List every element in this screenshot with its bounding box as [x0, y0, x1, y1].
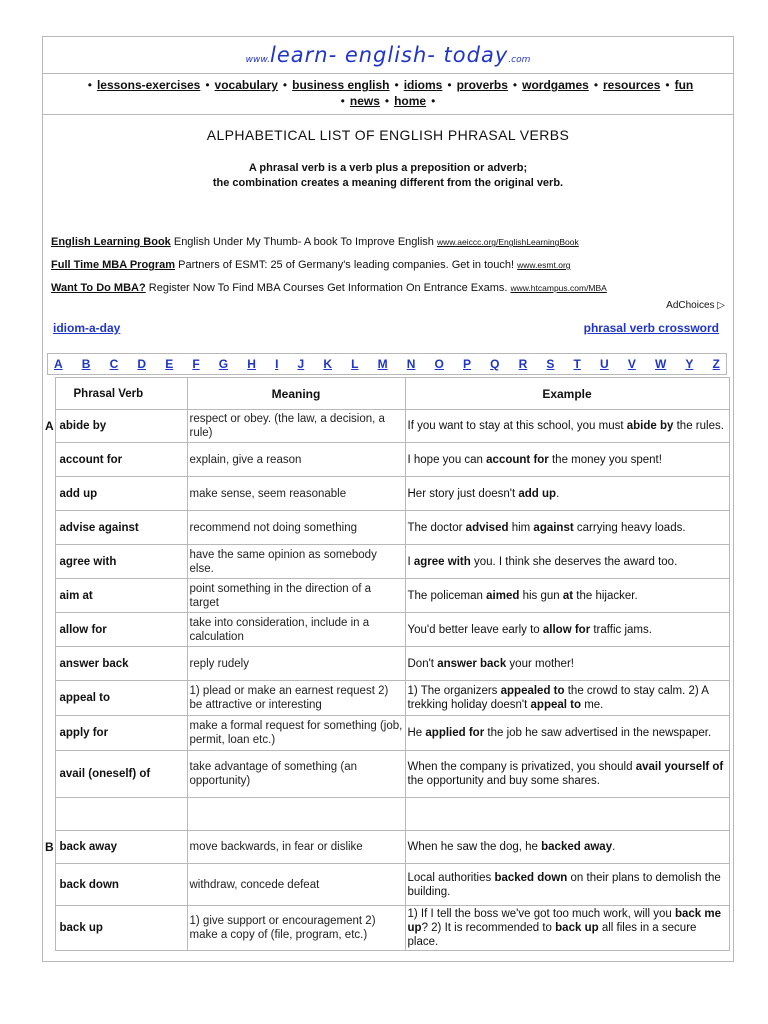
table-row	[45, 716, 729, 751]
example-text: you. I think she deserves the award too.	[470, 555, 678, 568]
table-row	[45, 545, 729, 579]
meaning-cell: recommend not doing something	[187, 511, 405, 545]
page-frame	[42, 36, 734, 962]
phrasal-verb-cell: allow for	[55, 613, 187, 647]
example-highlight: appealed to	[500, 685, 565, 697]
meaning-cell: take into consideration, include in a calculation	[187, 613, 405, 647]
nav-separator: •	[665, 78, 670, 92]
example-text: Don't	[407, 657, 438, 670]
alphabet-link-w[interactable]: W	[654, 357, 667, 371]
example-highlight: backed away	[541, 841, 613, 853]
example-cell	[405, 751, 729, 798]
example-text: I	[407, 555, 414, 568]
example-text: the rules.	[673, 420, 724, 432]
phrasal-verb-cell: apply for	[55, 716, 187, 751]
example-text: 1) The organizers	[407, 685, 501, 697]
alphabet-link-m[interactable]: M	[377, 357, 388, 371]
example-text: the hijacker.	[573, 589, 638, 602]
example-highlight: advised	[465, 521, 509, 534]
example-text: the money you spent!	[548, 453, 662, 466]
nav-separator: •	[394, 78, 399, 92]
adchoices-link[interactable]: AdChoices ▷	[666, 300, 725, 311]
intro-text	[43, 161, 733, 191]
table-row	[45, 681, 729, 716]
header-verb: Phrasal Verb	[55, 378, 187, 410]
example-text: on their plans to demolish the building.	[407, 871, 721, 898]
phrasal-verb-cell: back down	[55, 864, 187, 906]
example-cell	[405, 545, 729, 579]
example-highlight: at	[562, 589, 574, 602]
nav-separator: •	[384, 94, 390, 108]
example-highlight: add up	[518, 487, 557, 500]
example-text: .	[556, 487, 560, 500]
example-text: all files in a secure place.	[407, 922, 697, 948]
section-letter	[45, 477, 55, 511]
example-text: the opportunity and buy some shares.	[407, 775, 600, 787]
phrasal-verbs-table	[45, 377, 730, 951]
logo-prefix: www.	[245, 55, 270, 65]
example-highlight: answer back	[437, 657, 507, 670]
nav-separator: •	[512, 78, 518, 92]
alphabet-link-y[interactable]: Y	[685, 357, 694, 371]
logo-suffix: .com	[508, 55, 531, 65]
alphabet-link-u[interactable]: U	[600, 357, 609, 371]
nav-link-resources[interactable]: resources	[603, 78, 661, 92]
example-text: traffic jams.	[590, 623, 652, 636]
phrasal-verb-cell: abide by	[55, 410, 187, 443]
example-text: me.	[581, 699, 604, 711]
alphabet-link-e[interactable]: E	[165, 357, 174, 371]
phrasal-verb-cell: avail (oneself) of	[55, 751, 187, 798]
alphabet-link-z[interactable]: Z	[712, 357, 720, 371]
example-highlight: back me up	[407, 908, 721, 934]
nav-link-proverbs[interactable]: proverbs	[456, 78, 508, 92]
meaning-cell: take advantage of something (an opportunity)	[187, 751, 405, 798]
phrasal-verb-cell: appeal to	[55, 681, 187, 716]
meaning-cell: make sense, seem reasonable	[187, 477, 405, 511]
example-cell	[405, 511, 729, 545]
example-text: the crowd to stay calm. 2) A trekking holiday doesn't	[407, 685, 709, 711]
nav-link-news[interactable]: news	[349, 94, 380, 108]
alphabet-link-a[interactable]: A	[54, 357, 63, 371]
meaning-cell: 1) plead or make an earnest request 2) be attractive or interesting	[187, 681, 405, 716]
section-letter: A	[45, 419, 54, 433]
table-row	[45, 647, 729, 681]
ad-title-link[interactable]: English Learning Book	[51, 236, 171, 248]
example-highlight: appeal to	[530, 699, 582, 711]
example-text: The doctor	[407, 521, 466, 534]
example-highlight: aimed	[486, 589, 520, 602]
example-text: The policeman	[407, 589, 487, 602]
alphabet-link-d[interactable]: D	[137, 357, 147, 371]
idiom-a-day-link[interactable]: idiom-a-day	[53, 321, 121, 335]
phrasal-verb-cell	[55, 798, 187, 831]
nav-link-fun[interactable]: fun	[674, 78, 694, 92]
alphabet-link-o[interactable]: O	[434, 357, 444, 371]
example-highlight: agree with	[413, 555, 471, 568]
ad-url-link[interactable]: www.esmt.org	[517, 260, 571, 270]
nav-link-wordgames[interactable]: wordgames	[522, 78, 589, 92]
example-text: 1) If I tell the boss we've got too much work, will you	[407, 908, 675, 920]
example-highlight: abide by	[626, 420, 674, 432]
phrasal-verb-crossword-link[interactable]: phrasal verb crossword	[583, 321, 719, 335]
letter-cell	[45, 378, 55, 410]
example-text: .	[612, 841, 616, 853]
section-letter	[45, 864, 55, 906]
ad-url-link[interactable]: www.aeiccc.org/EnglishLearningBook	[436, 237, 579, 247]
ad-text: Register Now To Find MBA Courses Get Information On Entrance Exams.	[145, 282, 511, 294]
table-row	[45, 906, 729, 951]
section-letter	[45, 545, 55, 579]
example-text: He	[407, 727, 426, 739]
example-highlight: against	[533, 521, 574, 534]
example-text: Local authorities	[407, 871, 495, 884]
table-row	[45, 443, 729, 477]
example-highlight: back up	[555, 922, 599, 934]
example-cell	[405, 864, 729, 906]
nav-link-vocabulary[interactable]: vocabulary	[214, 78, 278, 92]
alphabet-link-g[interactable]: G	[218, 357, 229, 371]
section-letter	[45, 681, 55, 716]
secondary-links	[43, 311, 733, 335]
meaning-cell: point something in the direction of a target	[187, 579, 405, 613]
table-row	[45, 613, 729, 647]
top-navigation	[43, 73, 733, 115]
table-row	[45, 410, 729, 443]
example-cell	[405, 798, 729, 831]
example-cell	[405, 647, 729, 681]
nav-link-home[interactable]: home	[394, 94, 427, 108]
phrasal-verb-cell: add up	[55, 477, 187, 511]
phrasal-verb-cell: aim at	[55, 579, 187, 613]
example-cell	[405, 410, 729, 443]
example-highlight: account for	[486, 453, 549, 466]
table-row	[45, 798, 729, 831]
phrasal-verb-cell: back away	[55, 831, 187, 864]
table-row	[45, 579, 729, 613]
alphabet-link-l[interactable]: L	[351, 357, 359, 371]
alphabet-link-s[interactable]: S	[546, 357, 555, 371]
example-text: carrying heavy loads.	[573, 521, 686, 534]
example-text: ? 2) It is recommended to	[421, 922, 556, 934]
section-letter	[45, 906, 55, 951]
intro-line-2: the combination creates a meaning different from the original verb.	[212, 177, 564, 189]
header-example: Example	[405, 378, 729, 410]
ad-text: Partners of ESMT: 25 of Germany's leading companies. Get in touch!	[175, 259, 518, 271]
alphabet-link-p[interactable]: P	[463, 357, 472, 371]
example-text: When he saw the dog, he	[407, 841, 542, 853]
section-letter	[45, 443, 55, 477]
alphabet-link-q[interactable]: Q	[490, 357, 500, 371]
phrasal-verb-cell: advise against	[55, 511, 187, 545]
nav-separator: •	[340, 94, 345, 108]
example-highlight: applied for	[425, 727, 485, 739]
alphabet-index	[47, 353, 727, 375]
table-row	[45, 831, 729, 864]
table-row	[45, 864, 729, 906]
nav-separator: •	[282, 78, 288, 92]
alphabet-link-t[interactable]: T	[573, 357, 581, 371]
nav-separator: •	[87, 78, 92, 92]
example-highlight: avail yourself of	[635, 761, 724, 773]
phrasal-verb-cell: answer back	[55, 647, 187, 681]
ad-row	[51, 277, 733, 300]
ad-title-link[interactable]: Full Time MBA Program	[51, 259, 176, 271]
ad-block	[43, 231, 733, 300]
example-highlight: backed down	[494, 871, 568, 884]
table-row	[45, 511, 729, 545]
example-cell	[405, 906, 729, 951]
page-title: ALPHABETICAL LIST OF ENGLISH PHRASAL VERBS	[206, 127, 570, 143]
example-text: I hope you can	[407, 453, 487, 466]
phrasal-verb-cell: account for	[55, 443, 187, 477]
logo-main: learn- english- today	[270, 43, 509, 67]
meaning-cell	[187, 798, 405, 831]
example-text: You'd better leave early to	[407, 623, 543, 636]
table-row	[45, 477, 729, 511]
table-row	[45, 751, 729, 798]
section-letter	[45, 613, 55, 647]
alphabet-link-b[interactable]: B	[81, 357, 91, 371]
section-letter	[45, 751, 55, 798]
section-letter	[45, 716, 55, 751]
ad-title-link[interactable]: Want To Do MBA?	[51, 282, 146, 294]
ad-row	[51, 254, 733, 277]
meaning-cell: withdraw, concede defeat	[187, 864, 405, 906]
example-cell	[405, 716, 729, 751]
example-highlight: allow for	[542, 623, 591, 636]
ad-row	[51, 231, 733, 254]
alphabet-link-i[interactable]: I	[275, 357, 279, 371]
example-cell	[405, 681, 729, 716]
section-letter	[45, 647, 55, 681]
phrasal-verb-cell: back up	[55, 906, 187, 951]
example-text: your mother!	[506, 657, 574, 670]
intro-line-1: A phrasal verb is a verb plus a preposition or adverb;	[248, 162, 528, 174]
example-cell	[405, 831, 729, 864]
section-letter: B	[45, 840, 54, 854]
example-cell	[405, 443, 729, 477]
header-meaning: Meaning	[187, 378, 405, 410]
meaning-cell: move backwards, in fear or dislike	[187, 831, 405, 864]
alphabet-link-k[interactable]: K	[323, 357, 333, 371]
example-cell	[405, 477, 729, 511]
section-letter	[45, 579, 55, 613]
meaning-cell: make a formal request for something (job, permit, loan etc.)	[187, 716, 405, 751]
alphabet-link-j[interactable]: J	[297, 357, 305, 371]
nav-link-business-english[interactable]: business english	[292, 78, 390, 92]
meaning-cell: reply rudely	[187, 647, 405, 681]
ad-text: English Under My Thumb- A book To Improve English	[170, 236, 437, 248]
example-text: his gun	[519, 589, 563, 602]
section-letter	[45, 511, 55, 545]
example-text: him	[508, 521, 534, 534]
alphabet-link-v[interactable]: V	[627, 357, 636, 371]
example-text: When the company is privatized, you should	[407, 761, 636, 773]
example-cell	[405, 579, 729, 613]
example-cell	[405, 613, 729, 647]
example-text: If you want to stay at this school, you must	[407, 420, 627, 432]
nav-link-idioms[interactable]: idioms	[403, 78, 443, 92]
section-letter	[45, 798, 55, 831]
alphabet-link-h[interactable]: H	[247, 357, 256, 371]
example-text: the job he saw advertised in the newspaper.	[484, 727, 712, 739]
alphabet-link-f[interactable]: F	[192, 357, 200, 371]
nav-separator: •	[431, 94, 436, 108]
nav-separator: •	[205, 78, 210, 92]
alphabet-link-r[interactable]: R	[518, 357, 528, 371]
meaning-cell: 1) give support or encouragement 2) make a copy of (file, program, etc.)	[187, 906, 405, 951]
nav-separator: •	[593, 78, 599, 92]
alphabet-link-c[interactable]: C	[109, 357, 119, 371]
ad-url-link[interactable]: www.htcampus.com/MBA	[510, 283, 607, 293]
meaning-cell: respect or obey. (the law, a decision, a rule)	[187, 410, 405, 443]
meaning-cell: have the same opinion as somebody else.	[187, 545, 405, 579]
phrasal-verb-cell: agree with	[55, 545, 187, 579]
nav-separator: •	[447, 78, 452, 92]
site-logo[interactable]	[43, 43, 733, 67]
meaning-cell: explain, give a reason	[187, 443, 405, 477]
alphabet-link-n[interactable]: N	[406, 357, 416, 371]
example-text: Her story just doesn't	[407, 487, 519, 500]
nav-link-lessons-exercises[interactable]: lessons-exercises	[96, 78, 201, 92]
table-header-row	[45, 378, 729, 410]
